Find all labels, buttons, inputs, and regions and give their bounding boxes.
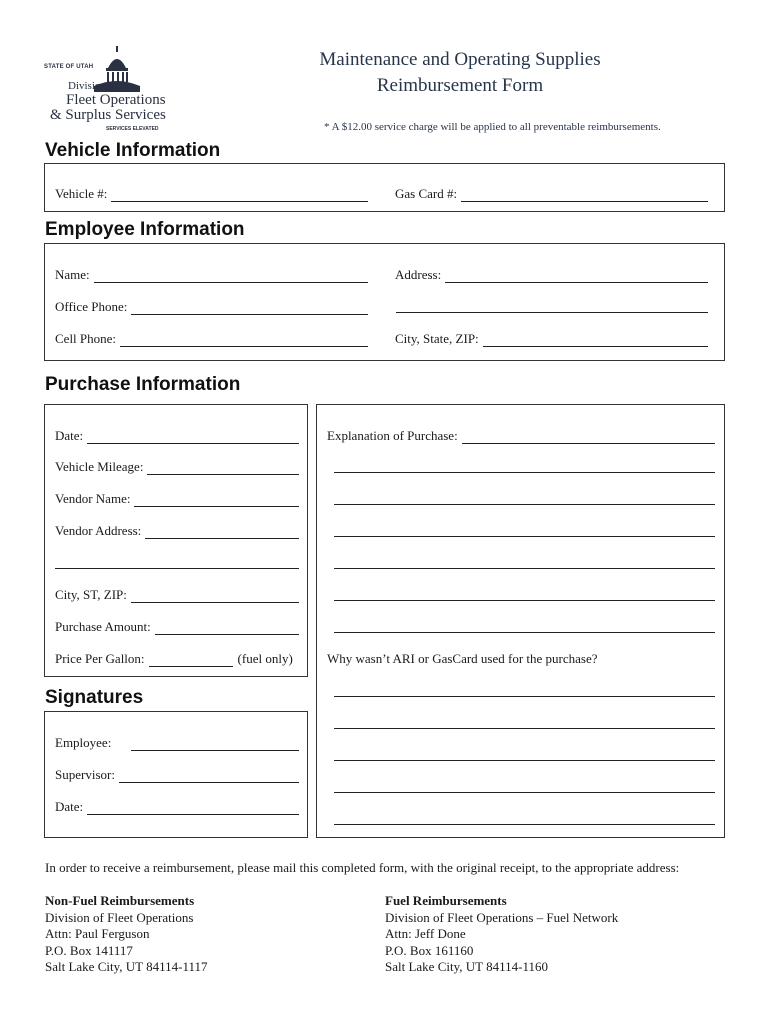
non-fuel-heading: Non-Fuel Reimbursements (45, 893, 195, 908)
division-line-2: Fleet Operations (66, 92, 166, 108)
purchase-details-section (44, 404, 308, 677)
city-st-zip-field[interactable] (55, 585, 299, 603)
purchase-date-label: Date: (55, 428, 84, 443)
explanation-label: Explanation of Purchase: (327, 428, 458, 443)
vendor-address-line-2[interactable] (55, 568, 299, 569)
office-phone-field[interactable] (55, 297, 368, 315)
vehicle-number-line[interactable] (111, 188, 368, 202)
explanation-field[interactable] (327, 426, 715, 444)
state-label: STATE OF UTAH (44, 64, 94, 70)
vendor-name-label: Vendor Name: (55, 491, 131, 506)
purchase-amount-line[interactable] (155, 621, 299, 635)
explanation-line-5[interactable] (334, 568, 715, 569)
address-line[interactable] (445, 269, 708, 283)
vendor-name-field[interactable] (55, 489, 299, 507)
employee-signature-field[interactable] (55, 733, 299, 751)
vehicle-mileage-label: Vehicle Mileage: (55, 459, 144, 474)
vendor-address-field[interactable] (55, 521, 299, 539)
fuel-only-note: (fuel only) (237, 651, 293, 666)
non-fuel-address-block (45, 893, 207, 976)
purchase-amount-field[interactable] (55, 617, 299, 635)
fuel-line-2: Attn: Jeff Done (385, 926, 466, 941)
office-phone-line[interactable] (131, 301, 368, 315)
price-per-gallon-line[interactable] (149, 653, 233, 667)
city-st-zip-label: City, ST, ZIP: (55, 587, 127, 602)
signature-date-line[interactable] (87, 801, 299, 815)
city-st-zip-line[interactable] (131, 589, 299, 603)
price-per-gallon-field[interactable] (55, 649, 299, 667)
city-state-zip-field[interactable] (395, 329, 708, 347)
supervisor-signature-label: Supervisor: (55, 767, 115, 782)
signatures-heading: Signatures (45, 687, 144, 708)
address-label: Address: (395, 267, 442, 282)
cell-phone-label: Cell Phone: (55, 331, 117, 346)
employee-section (44, 243, 725, 361)
vehicle-mileage-line[interactable] (147, 461, 299, 475)
explanation-section (316, 404, 725, 838)
why-not-line-2[interactable] (334, 728, 715, 729)
division-line-3: & Surplus Services (50, 107, 166, 123)
non-fuel-line-1: Division of Fleet Operations (45, 909, 194, 925)
why-not-ari-label: Why wasn’t ARI or GasCard used for the purchase? (327, 651, 598, 666)
why-not-line-1[interactable] (334, 696, 715, 697)
logo-tagline: SERVICES ELEVATED (106, 126, 159, 132)
purchase-heading: Purchase Information (45, 374, 241, 395)
signature-date-field[interactable] (55, 797, 299, 815)
supervisor-signature-line[interactable] (119, 769, 299, 783)
gas-card-field[interactable] (395, 184, 708, 202)
vehicle-heading: Vehicle Information (45, 140, 221, 161)
name-field[interactable] (55, 265, 368, 283)
fuel-address-block (385, 893, 618, 976)
name-label: Name: (55, 267, 90, 282)
cell-phone-field[interactable] (55, 329, 368, 347)
employee-signature-line[interactable] (131, 737, 299, 751)
non-fuel-line-2: Attn: Paul Ferguson (45, 926, 150, 941)
vendor-address-line[interactable] (145, 525, 299, 539)
gas-card-label: Gas Card #: (395, 186, 458, 201)
office-phone-label: Office Phone: (55, 299, 128, 314)
non-fuel-line-4: Salt Lake City, UT 84114-1117 (45, 959, 208, 974)
fuel-heading: Fuel Reimbursements (385, 893, 507, 908)
service-charge-note: * A $12.00 service charge will be applied to all preventable reimbursements. (324, 121, 661, 133)
form-title-line-1: Maintenance and Operating Supplies (319, 49, 601, 70)
gas-card-line[interactable] (461, 188, 708, 202)
signatures-section (44, 711, 308, 838)
purchase-date-field[interactable] (55, 426, 299, 444)
supervisor-signature-field[interactable] (55, 765, 299, 783)
why-not-line-5[interactable] (334, 824, 715, 825)
price-per-gallon-label: Price Per Gallon: (55, 651, 145, 666)
explanation-line-7[interactable] (334, 632, 715, 633)
logo (44, 46, 174, 136)
city-state-zip-label: City, State, ZIP: (395, 331, 479, 346)
vehicle-mileage-field[interactable] (55, 457, 299, 475)
explanation-line-6[interactable] (334, 600, 715, 601)
vehicle-number-label: Vehicle #: (55, 186, 108, 201)
vendor-name-line[interactable] (134, 493, 299, 507)
why-not-line-4[interactable] (334, 792, 715, 793)
vehicle-section (44, 163, 725, 212)
explanation-line-4[interactable] (334, 536, 715, 537)
explanation-line-2[interactable] (334, 472, 715, 473)
vendor-address-label: Vendor Address: (55, 523, 142, 538)
why-not-line-3[interactable] (334, 760, 715, 761)
employee-signature-label: Employee: (55, 735, 112, 750)
vehicle-number-field[interactable] (55, 184, 368, 202)
explanation-line-1[interactable] (462, 430, 715, 444)
fuel-line-3: P.O. Box 161160 (385, 942, 474, 958)
address-line-2[interactable] (396, 312, 708, 313)
name-line[interactable] (94, 269, 368, 283)
address-field[interactable] (395, 265, 708, 283)
city-state-zip-line[interactable] (483, 333, 708, 347)
purchase-date-line[interactable] (87, 430, 299, 444)
purchase-amount-label: Purchase Amount: (55, 619, 151, 634)
explanation-line-3[interactable] (334, 504, 715, 505)
mailing-instructions: In order to receive a reimbursement, please mail this completed form, with the original receipt, to the appropriate address: (45, 860, 680, 875)
non-fuel-line-3: P.O. Box 141117 (45, 942, 133, 958)
fuel-line-1: Division of Fleet Operations – Fuel Network (385, 909, 619, 925)
cell-phone-line[interactable] (120, 333, 368, 347)
division-line-1: Division of (68, 80, 118, 92)
signature-date-label: Date: (55, 799, 84, 814)
employee-heading: Employee Information (45, 219, 245, 240)
fuel-line-4: Salt Lake City, UT 84114-1160 (385, 959, 548, 974)
form-title-line-2: Reimbursement Form (376, 75, 544, 96)
